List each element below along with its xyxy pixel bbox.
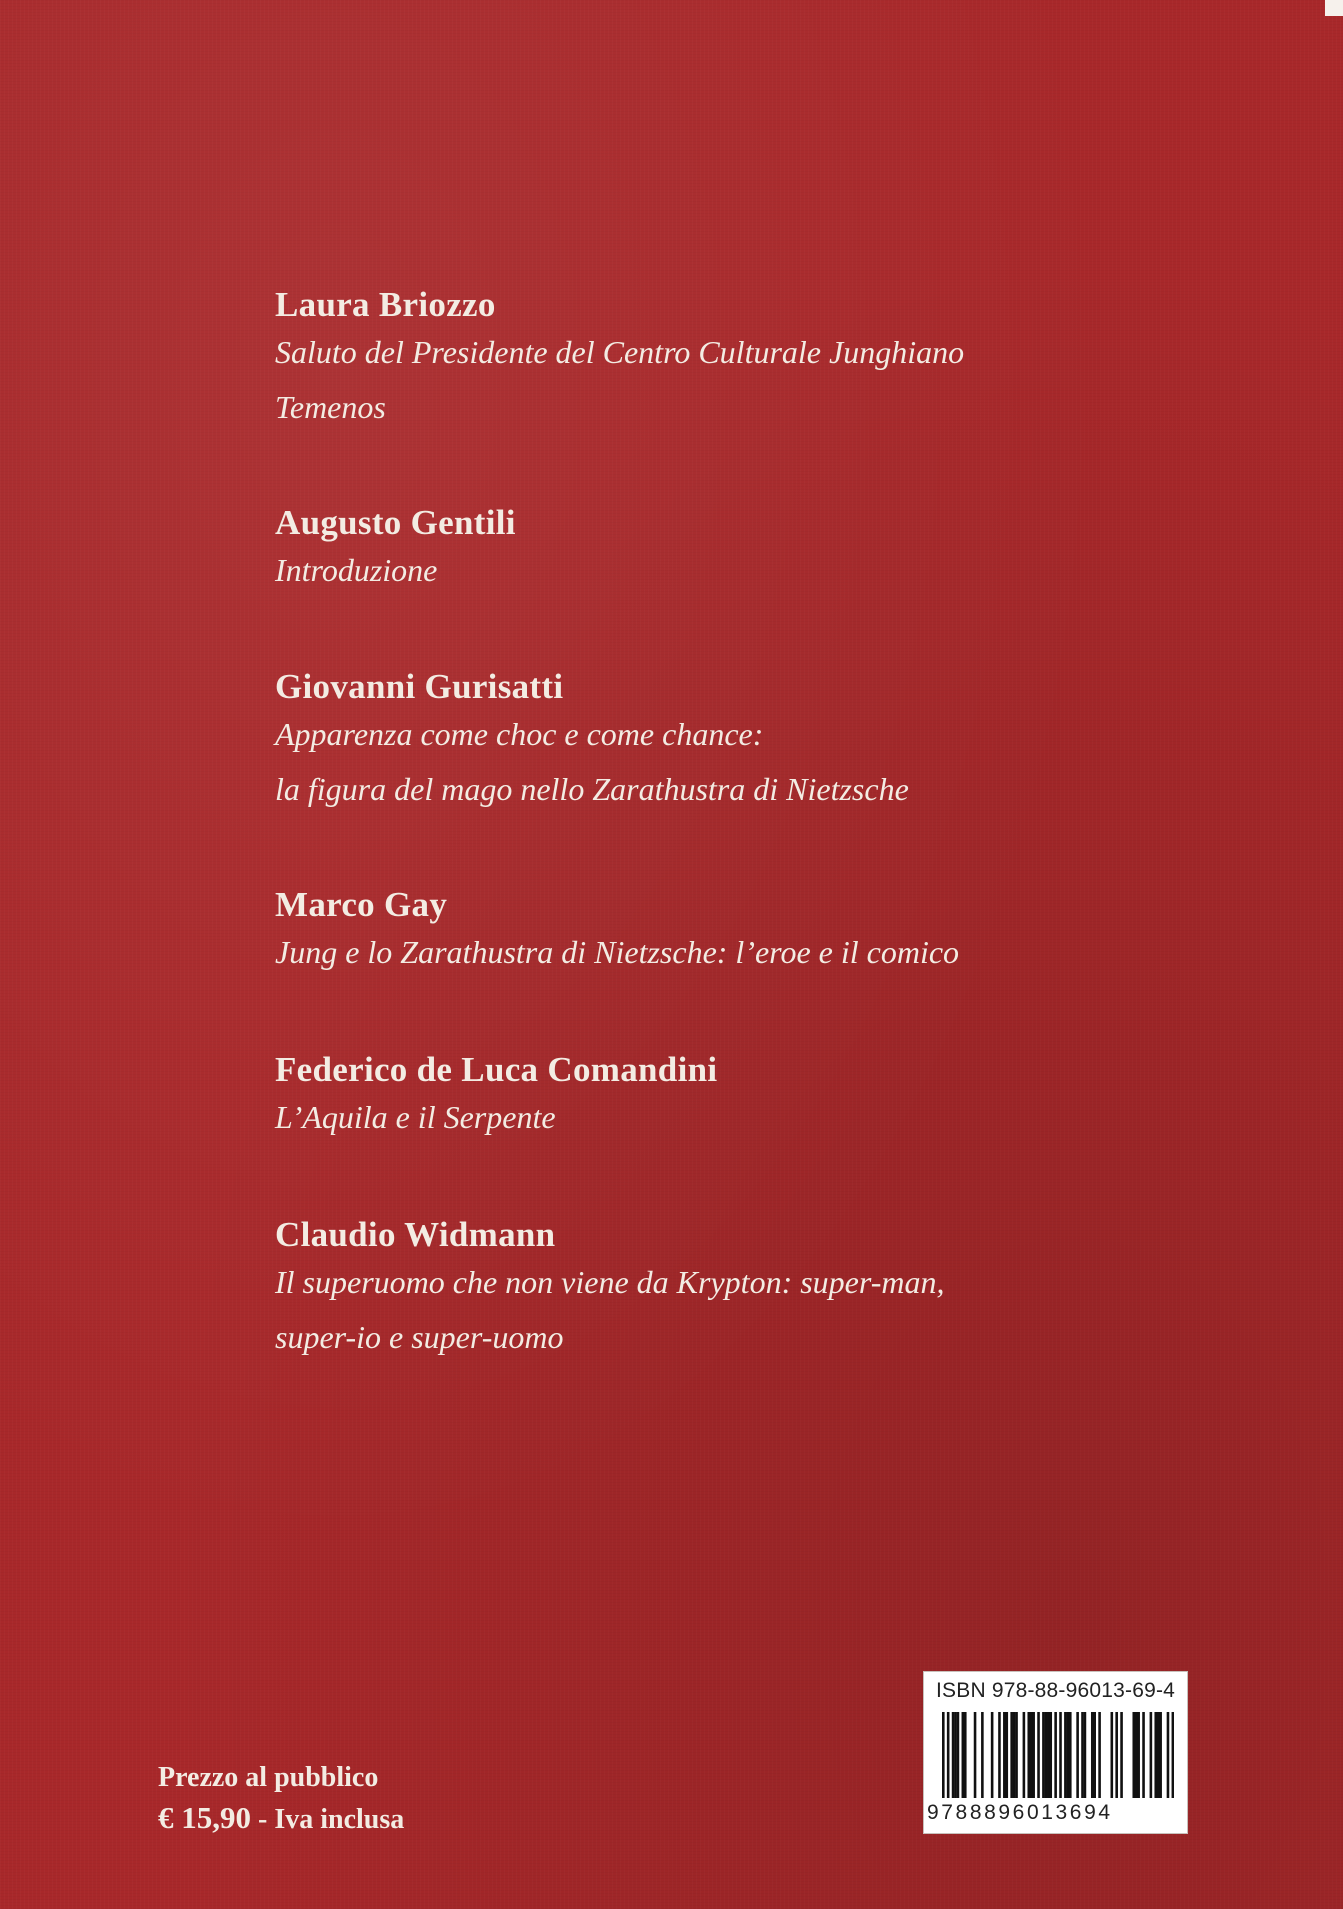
barcode-bar <box>942 1712 945 1798</box>
barcode-bar <box>964 1712 967 1798</box>
entry-title-line: Jung e lo Zarathustra di Nietzsche: l’eroe e il comico <box>275 934 960 970</box>
entry-title-line: Apparenza come choc e come chance: <box>275 716 764 752</box>
isbn-number: ISBN 978-88-96013-69-4 <box>936 1679 1176 1702</box>
barcode-bar <box>1047 1712 1050 1798</box>
barcode-bar <box>991 1712 994 1798</box>
price-tax-note: Iva inclusa <box>274 1804 405 1835</box>
barcode-bar <box>1015 1712 1018 1798</box>
entry-author: Laura Briozzo <box>275 285 496 324</box>
barcode-bar <box>957 1712 960 1798</box>
barcode-bar <box>1076 1712 1079 1798</box>
entry-title-line: la figura del mago nello Zarathustra di Nietzsche <box>275 771 909 807</box>
price-row <box>158 1798 558 1840</box>
barcode-bar <box>1157 1712 1160 1798</box>
barcode-bar <box>1120 1712 1123 1798</box>
barcode-bar <box>1059 1712 1062 1798</box>
contents-entry <box>275 1215 1275 1365</box>
barcode-bar <box>1091 1712 1094 1798</box>
entry-title-line: L’Aquila e il Serpente <box>275 1099 556 1135</box>
barcode-bar <box>954 1712 957 1798</box>
contents-entry <box>275 885 1275 980</box>
barcode-bar <box>1003 1712 1006 1798</box>
entry-title-line: Saluto del Presidente del Centro Culturale Junghiano <box>275 334 965 370</box>
barcode-bar <box>1049 1712 1052 1798</box>
barcode-bar <box>1167 1712 1170 1798</box>
entry-author: Giovanni Gurisatti <box>275 667 564 706</box>
barcode-icon <box>942 1712 1174 1798</box>
entry-author: Federico de Luca Comandini <box>275 1050 718 1089</box>
barcode-bar <box>981 1712 984 1798</box>
barcode-bar <box>1115 1712 1118 1798</box>
barcode-bar <box>1150 1712 1153 1798</box>
barcode-bar <box>974 1712 977 1798</box>
barcode-bar <box>1159 1712 1162 1798</box>
ean-number: 9788896013694 <box>927 1801 1113 1824</box>
barcode-bar <box>1045 1712 1048 1798</box>
barcode-bar <box>1111 1712 1114 1798</box>
entry-title-line: Temenos <box>275 389 386 425</box>
barcode-bar <box>1005 1712 1008 1798</box>
price-block <box>158 1758 558 1840</box>
entry-author: Augusto Gentili <box>275 503 516 542</box>
barcode-bar <box>1069 1712 1072 1798</box>
barcode-bar <box>1135 1712 1138 1798</box>
barcode-bar <box>947 1712 950 1798</box>
entry-title-line: super-io e super-uomo <box>275 1319 564 1355</box>
barcode-bar <box>1010 1712 1013 1798</box>
barcode-bar <box>998 1712 1001 1798</box>
barcode-bar <box>1013 1712 1016 1798</box>
barcode-label <box>923 1671 1188 1834</box>
entry-title-line: Introduzione <box>275 552 438 588</box>
barcode-bar <box>1084 1712 1087 1798</box>
entry-author: Marco Gay <box>275 885 448 924</box>
barcode-bar <box>1027 1712 1030 1798</box>
price-value: € 15,90 <box>158 1800 251 1835</box>
price-label: Prezzo al pubblico <box>158 1762 379 1793</box>
barcode-bar <box>1093 1712 1096 1798</box>
barcode-bar <box>1142 1712 1145 1798</box>
barcode-bar <box>952 1712 955 1798</box>
barcode-bar <box>1042 1712 1045 1798</box>
barcode-bar <box>1154 1712 1157 1798</box>
barcode-bar <box>1132 1712 1135 1798</box>
contents-entry <box>275 503 1275 598</box>
barcode-bar <box>1030 1712 1033 1798</box>
barcode-bar <box>1098 1712 1101 1798</box>
entry-title-line: Il superuomo che non viene da Krypton: super-man, <box>275 1264 945 1300</box>
barcode-bar <box>962 1712 965 1798</box>
barcode-bar <box>1064 1712 1067 1798</box>
price-separator: - <box>251 1804 275 1835</box>
contents-entry <box>275 285 1275 435</box>
page-corner-edge <box>1325 0 1343 16</box>
barcode-bar <box>1037 1712 1040 1798</box>
contents-entry <box>275 1050 1275 1145</box>
barcode-bar <box>1023 1712 1026 1798</box>
barcode-bar <box>1081 1712 1084 1798</box>
barcode-bar <box>1172 1712 1174 1798</box>
barcode-bar <box>1054 1712 1057 1798</box>
barcode-bar <box>1137 1712 1140 1798</box>
barcode-bar <box>1067 1712 1070 1798</box>
contents-entry <box>275 667 1275 817</box>
barcode-bar <box>1032 1712 1035 1798</box>
entry-author: Claudio Widmann <box>275 1215 556 1254</box>
